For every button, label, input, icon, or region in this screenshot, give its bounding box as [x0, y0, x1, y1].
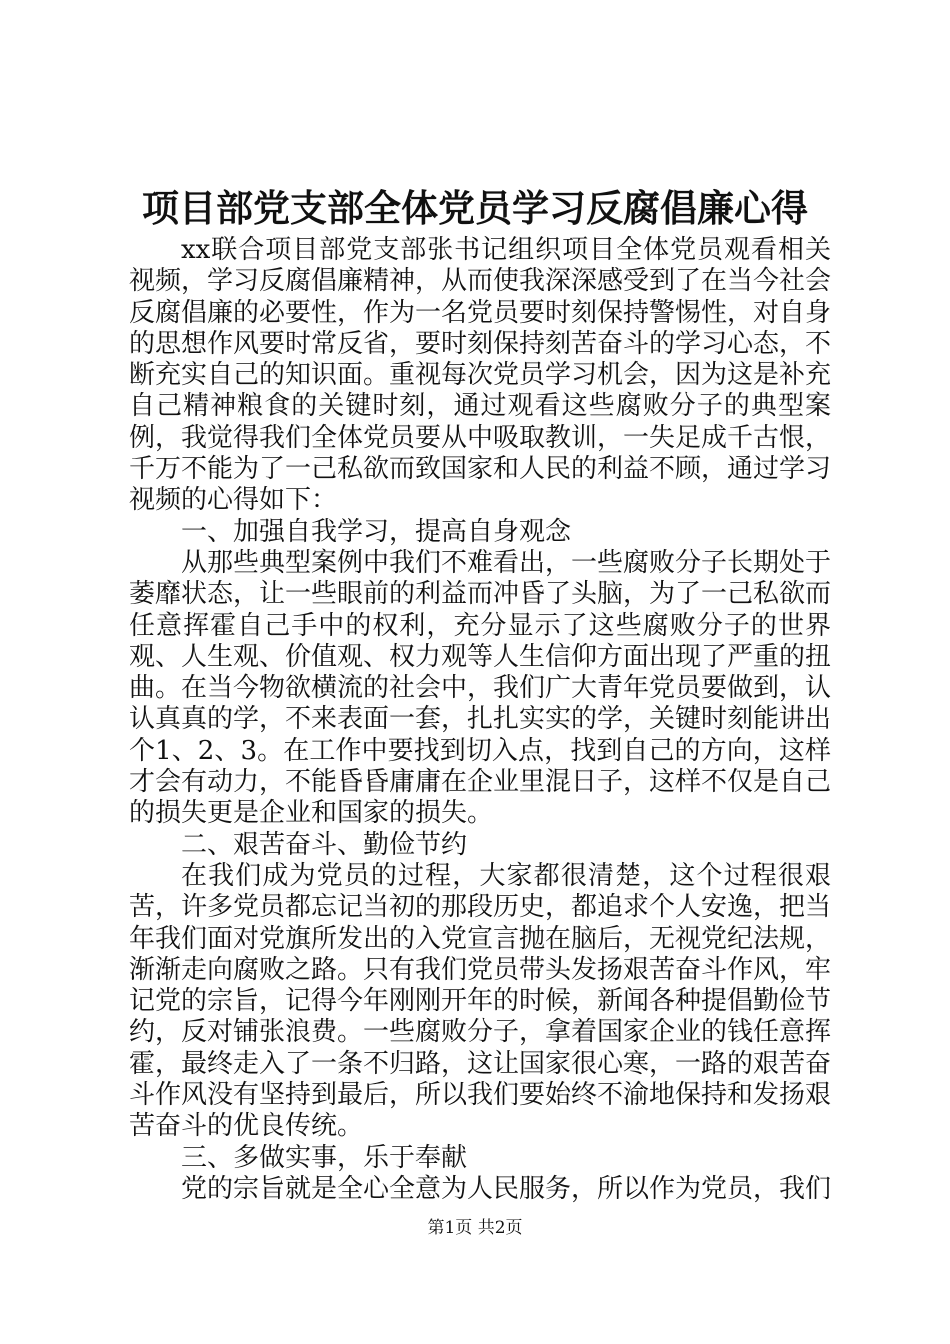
document-title: 项目部党支部全体党员学习反腐倡廉心得 — [142, 186, 808, 230]
document-body — [129, 235, 831, 1205]
section-heading-1: 一、加强自我学习，提高自身观念 — [181, 516, 572, 547]
page-footer: 第1页 共2页 — [427, 1218, 523, 1238]
paragraph-section-3: 党的宗旨就是全心全意为人民服务，所以作为党员，我们 — [181, 1173, 832, 1204]
section-heading-3: 三、多做实事，乐于奉献 — [181, 1142, 468, 1173]
paragraph-intro: xx联合项目部党支部张书记组织项目全体党员观看相关视频，学习反腐倡廉精神，从而使我深深感受到了在当今社会反腐倡廉的必要性，作为一名党员要时刻保持警惕性，对自身的思想作风要时常反省，要时刻保持刻苦奋斗的学习心态，不断充实自己的知识面。重视每次党员学习机会，因为这是补充自己精神粮食的关键时刻，通过观看这些腐败分子的典型案例，我觉得我们全体党员要从中吸取教训，一失足成千古恨，千万不能为了一己私欲而致国家和人民的利益不顾，通过学习视频的心得如下： — [129, 235, 832, 516]
section-heading-2: 二、艰苦奋斗、勤俭节约 — [181, 829, 468, 860]
paragraph-section-1: 从那些典型案例中我们不难看出，一些腐败分子长期处于萎靡状态，让一些眼前的利益而冲昏了头脑，为了一己私欲而任意挥霍自己手中的权利，充分显示了这些腐败分子的世界观、人生观、价值观、权力观等人生信仰方面出现了严重的扭曲。在当今物欲横流的社会中，我们广大青年党员要做到，认认真真的学，不来表面一套，扎扎实实的学，关键时刻能讲出个1、2、3。在工作中要找到切入点，找到自己的方向，这样才会有动力，不能昏昏庸庸在企业里混日子，这样不仅是自己的损失更是企业和国家的损失。 — [129, 547, 832, 829]
paragraph-section-2: 在我们成为党员的过程，大家都很清楚，这个过程很艰苦，许多党员都忘记当初的那段历史，都追求个人安逸，把当年我们面对党旗所发出的入党宣言抛在脑后，无视党纪法规，渐渐走向腐败之路。只有我们党员带头发扬艰苦奋斗作风，牢记党的宗旨，记得今年刚刚开年的时候，新闻各种提倡勤俭节约，反对铺张浪费。一些腐败分子，拿着国家企业的钱任意挥霍，最终走入了一条不归路，这让国家很心寒，一路的艰苦奋斗作风没有坚持到最后，所以我们要始终不渝地保持和发扬艰苦奋斗的优良传统。 — [129, 860, 832, 1142]
